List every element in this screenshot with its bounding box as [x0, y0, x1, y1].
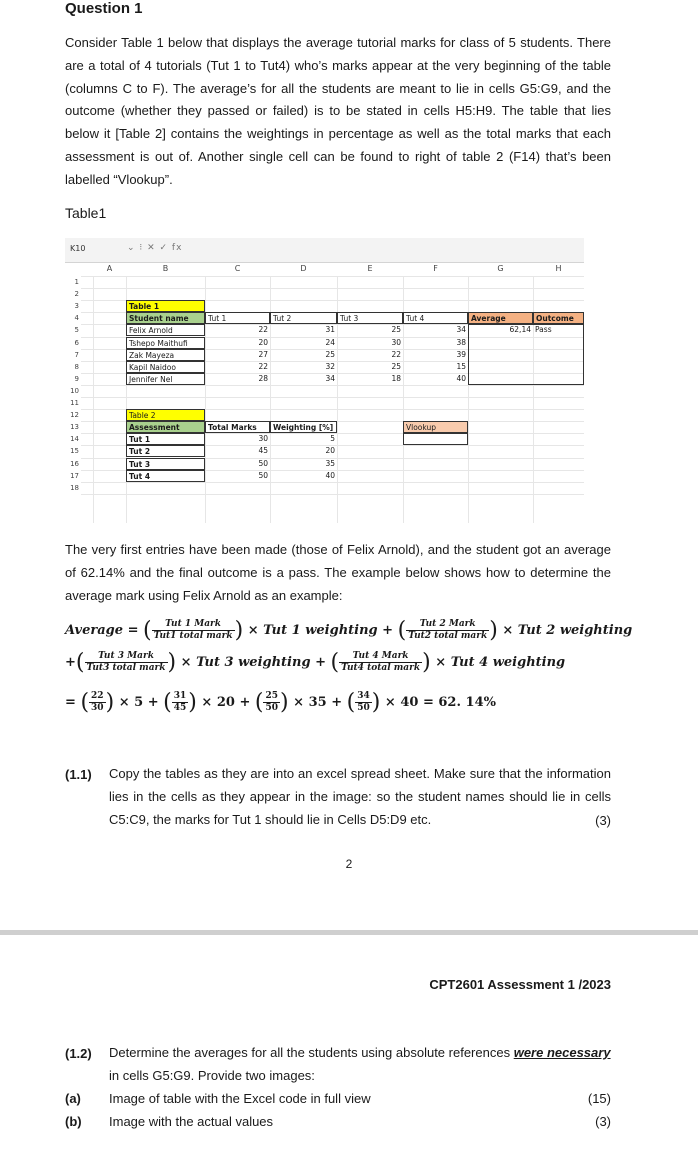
- grid-line: [81, 385, 584, 386]
- tut1-mark: 20: [258, 337, 268, 347]
- fraction-tut2: $\frac{\text{Tut 2 Mark}}{\text{Tut2 total mark}}$: [408, 619, 488, 641]
- student-name: Felix Arnold: [126, 324, 205, 336]
- q1-1-marks: (3): [595, 813, 611, 828]
- student-name: Tshepo Maithufi: [126, 337, 205, 349]
- total-marks: 45: [258, 446, 268, 456]
- page-number: 2: [345, 857, 353, 871]
- example-paragraph: The very first entries have been made (those of Felix Arnold), and the student got an average of 62.14% and the final outcome is a pass. The example below shows how to determine the average mark using Felix Arnold as an example:: [65, 542, 611, 603]
- table1-header: Average: [468, 312, 533, 324]
- tut4-mark: 40: [456, 373, 466, 383]
- column-header: A: [106, 264, 113, 273]
- tut2-mark: 31: [325, 325, 335, 335]
- table-label: Table1: [65, 205, 107, 221]
- student-name: Kapil Naidoo: [126, 361, 205, 373]
- column-header: D: [300, 264, 307, 273]
- table1-header: Outcome: [533, 312, 584, 324]
- row-header: 14: [70, 435, 79, 444]
- grid-line: [81, 276, 584, 277]
- total-marks: 50: [258, 458, 268, 468]
- tut4-mark: 39: [456, 349, 466, 359]
- fraction-tut4: $\frac{\text{Tut 4 Mark}}{\text{Tut4 total mark}}$: [341, 651, 421, 673]
- row-header: 11: [70, 399, 79, 407]
- tut3-weighting: Tut 3 weighting: [196, 655, 311, 670]
- q1-2b-label: (b): [65, 1114, 82, 1129]
- student-name: Jennifer Nel: [126, 373, 205, 385]
- grid-line: [93, 276, 94, 523]
- weighting: 40: [325, 470, 335, 480]
- row-header: 9: [74, 374, 79, 383]
- column-header: C: [234, 264, 241, 273]
- formula-bar: [65, 238, 584, 263]
- tut1-mark: 22: [258, 325, 268, 335]
- fraction-tut3: $\frac{\text{Tut 3 Mark}}{\text{Tut3 total mark}}$: [86, 651, 166, 673]
- tut1-mark: 28: [258, 373, 268, 383]
- table2-title: Table 2: [126, 409, 205, 421]
- row-header: 1: [74, 278, 79, 286]
- outcome-cell: Pass: [535, 325, 552, 335]
- question-title: Question 1: [65, 0, 143, 17]
- table2-header: Assessment: [126, 421, 205, 433]
- fraction-tut1: $\frac{\text{Tut 1 Mark}}{\text{Tut1 total mark}}$: [153, 619, 233, 641]
- grid-line: [81, 494, 584, 495]
- q1-2-emphasis: were necessary: [513, 1045, 611, 1060]
- table1-header: Tut 1: [205, 312, 270, 324]
- equals-sign: =: [127, 623, 139, 638]
- table1-header: Tut 3: [337, 312, 403, 324]
- column-header: F: [433, 264, 438, 273]
- tut4-mark: 15: [456, 361, 466, 371]
- page-separator: [0, 930, 698, 935]
- row-header: 17: [70, 471, 79, 480]
- column-header: H: [555, 264, 562, 273]
- excel-screenshot: [65, 238, 584, 523]
- q1-2b-marks: (3): [595, 1114, 611, 1129]
- tut4-weighting: Tut 4 weighting: [450, 655, 566, 670]
- tut2-mark: 24: [325, 337, 335, 347]
- q1-2-text: Determine the averages for all the students using absolute references were necessary in cells G5:G9. Provide two images:: [109, 1045, 611, 1083]
- total-marks: 50: [258, 470, 268, 480]
- tut2-mark: 34: [325, 373, 335, 383]
- average-outcome-border: [468, 324, 584, 385]
- tut3-mark: 22: [391, 349, 401, 359]
- row-header: 18: [70, 483, 79, 492]
- tut3-mark: 18: [391, 373, 401, 383]
- tut2-mark: 25: [325, 349, 335, 359]
- table2-header: Total Marks: [205, 421, 270, 433]
- weighting: 5: [330, 434, 335, 444]
- column-header: E: [367, 264, 373, 273]
- tut1-mark: 22: [258, 361, 268, 371]
- average-cell: 62,14: [509, 325, 531, 335]
- grid-line: [81, 397, 584, 398]
- vlookup-label: Vlookup: [403, 421, 468, 433]
- column-header: B: [162, 264, 169, 273]
- row-header: 2: [74, 290, 79, 299]
- q1-2b-text: Image with the actual values: [109, 1114, 274, 1129]
- vlookup-cell: [403, 433, 468, 445]
- student-name: Zak Mayeza: [126, 349, 205, 361]
- row-header: 3: [74, 302, 79, 311]
- intro-paragraph: Consider Table 1 below that displays the average tutorial marks for class of 5 students. There are a total of 4 tutorials (Tut 1 to Tut4) who’s marks appear at the very beginning of the table (columns C to F). The average’s for all the students are meant to lie in cells G5:G9, and the outcome (whether they passed or failed) is to be stated in cells H5:H9. The table that lies below it [Table 2] contains the weightings in percentage as well as the total marks that each assessment is out of. Another single cell can be found to right of table 2 (F14) that’s been labelled “Vlookup”.: [65, 35, 611, 187]
- q1-1-number: (1.1): [65, 767, 92, 782]
- row-header: 15: [70, 447, 79, 456]
- row-header: 13: [70, 423, 79, 432]
- formula-line-1: Average = ( $\frac{\text{Tut 1 Mark}}{\text{Tut1 total mark}}$ ) × Tut 1 weighting + ( $\frac{\text{Tut 2 Mark}}{\text{Tut2 total mark}}$ ) × Tut 2 weighting: [65, 618, 633, 643]
- table1-header: Tut 4: [403, 312, 468, 324]
- tut1-weighting: Tut 1 weighting: [263, 623, 378, 638]
- tut3-mark: 25: [391, 361, 401, 371]
- table2-header: Weighting [%]: [270, 421, 337, 433]
- q1-2a-text: Image of table with the Excel code in full view: [109, 1091, 371, 1106]
- q1-2a-label: (a): [65, 1091, 81, 1106]
- tut1-mark: 27: [258, 349, 268, 359]
- tut4-mark: 38: [456, 337, 466, 347]
- assessment-name: Tut 3: [126, 458, 205, 470]
- page-header: CPT2601 Assessment 1 /2023: [429, 977, 611, 992]
- column-header: G: [497, 264, 504, 273]
- tut2-weighting: Tut 2 weighting: [517, 623, 633, 638]
- assessment-name: Tut 4: [126, 470, 205, 482]
- weighting: 20: [325, 446, 335, 456]
- assessment-name: Tut 1: [126, 433, 205, 445]
- row-header: 5: [74, 326, 79, 335]
- row-header: 8: [74, 362, 79, 371]
- row-header: 10: [70, 386, 79, 395]
- row-header: 16: [70, 459, 79, 468]
- q1-2a-marks: (15): [587, 1091, 611, 1106]
- table1-title: Table 1: [126, 300, 205, 312]
- tut3-mark: 30: [391, 337, 401, 347]
- row-header: 12: [70, 411, 79, 420]
- table1-header: Tut 2: [270, 312, 337, 324]
- row-header: 6: [74, 338, 79, 347]
- row-header: 7: [74, 350, 79, 359]
- q1-1-text: Copy the tables as they are into an excel spread sheet. Make sure that the information lies in the cells as they appear in the image: so the student names should lie in cells C5:C9, the marks for Tut 1 should lie in Cells D5:D9 etc.: [109, 766, 611, 827]
- total-marks: 30: [258, 434, 268, 444]
- tut4-mark: 34: [456, 325, 466, 335]
- formula-line-2: +( $\frac{\text{Tut 3 Mark}}{\text{Tut3 total mark}}$ ) × Tut 3 weighting + ( $\frac{\text{Tut 4 Mark}}{\text{Tut4 total mark}}$ ) × Tut 4 weighting: [65, 650, 566, 675]
- grid-line: [81, 482, 584, 483]
- row-header: 4: [74, 314, 79, 323]
- formula-bar-icons: ⌄ ⁝ ✕ ✓ fx: [127, 243, 183, 253]
- q1-2-number: (1.2): [65, 1046, 92, 1061]
- formula-line-3: = ( $\frac{22}{30}$ ) × 5 + ( $\frac{31}{45}$ ) × 20 + ( $\frac{25}{50}$ ) × 35 + ( $\frac{34}{50}$ ) × 40 = 62. 14%: [65, 690, 496, 715]
- tut3-mark: 25: [391, 325, 401, 335]
- tut2-mark: 32: [325, 361, 335, 371]
- assessment-name: Tut 2: [126, 445, 205, 457]
- average-label: Average: [65, 623, 124, 638]
- formula-result: 62. 14%: [438, 695, 496, 710]
- weighting: 35: [325, 458, 335, 468]
- table1-header: Student name: [126, 312, 205, 324]
- name-box: K10: [70, 244, 86, 253]
- grid-line: [81, 288, 584, 289]
